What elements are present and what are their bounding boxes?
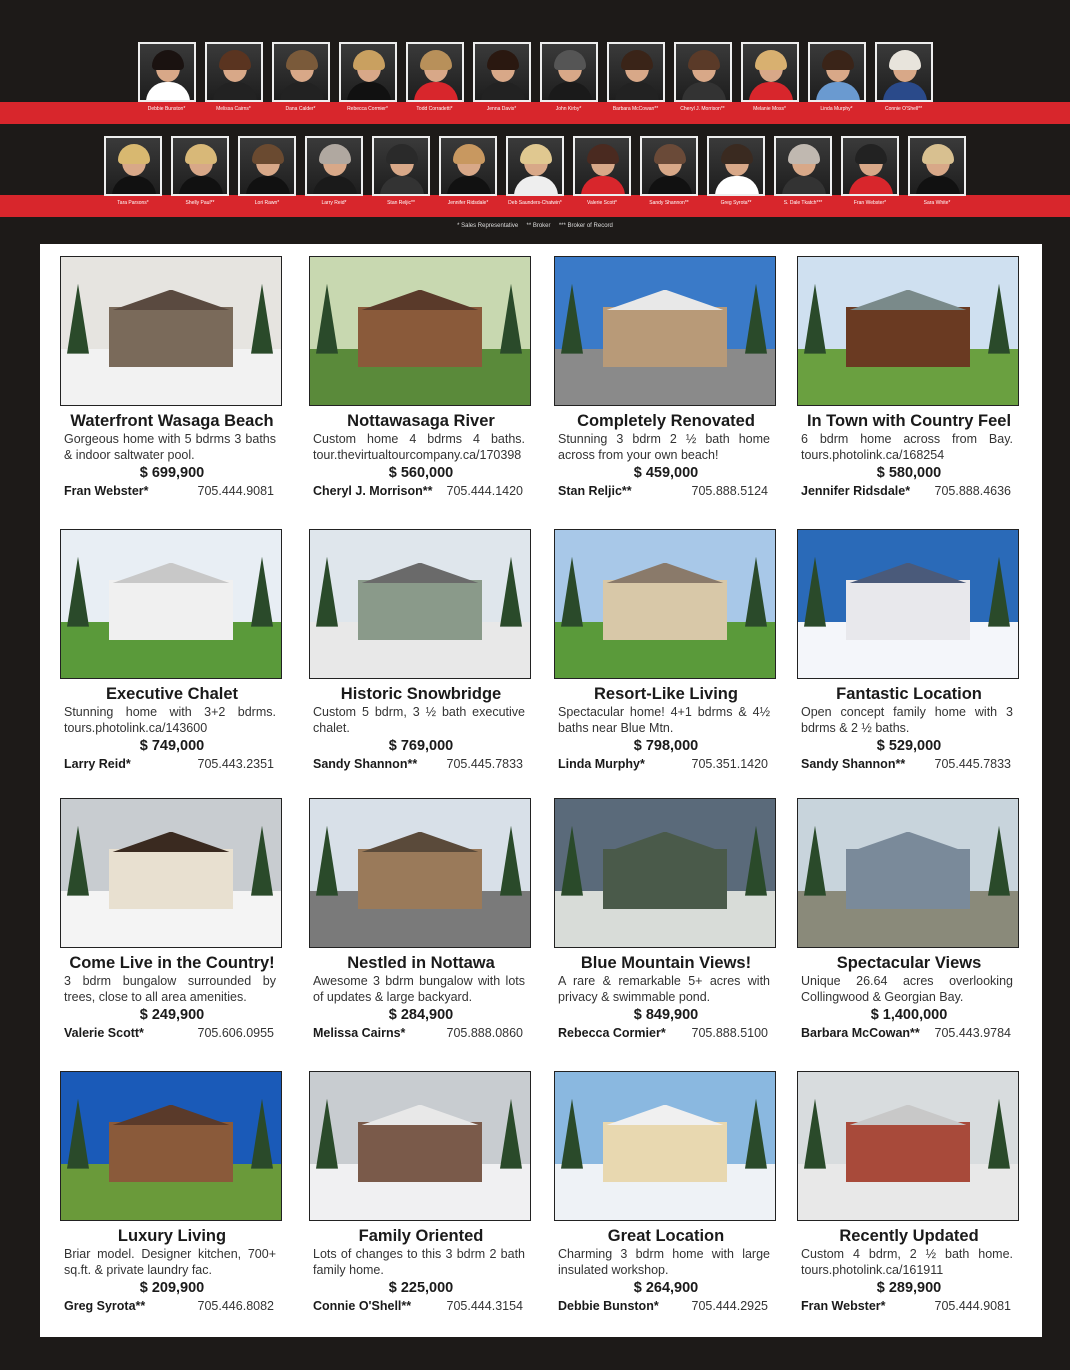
listing-title: Nottawasaga River xyxy=(347,412,495,430)
listing-title: Come Live in the Country! xyxy=(69,954,275,972)
agent-name: John Kirby* xyxy=(555,106,582,112)
listing-description: 3 bdrm bungalow surrounded by trees, close to all area amenities. xyxy=(64,974,276,1004)
listing-phone[interactable]: 705.443.2351 xyxy=(197,757,274,771)
listing-agent: Fran Webster* xyxy=(64,484,149,498)
agent-card[interactable] xyxy=(904,136,971,206)
agent-headshot xyxy=(372,136,430,196)
listing-phone[interactable]: 705.606.0955 xyxy=(197,1026,274,1040)
agent-name: Cheryl J. Morrison** xyxy=(680,106,725,112)
agent-headshot xyxy=(540,42,598,102)
listing-description: A rare & remarkable 5+ acres with privacy & swimmable pond. xyxy=(558,974,770,1004)
listing-description: Lots of changes to this 3 bdrm 2 bath family home. xyxy=(313,1247,525,1277)
listing-card[interactable] xyxy=(554,256,778,506)
listing-phone[interactable]: 705.888.5124 xyxy=(691,484,768,498)
agent-card[interactable] xyxy=(301,136,368,206)
listing-photo[interactable] xyxy=(554,256,776,406)
listing-agent: Greg Syrota** xyxy=(64,1299,146,1313)
listing-agent: Valerie Scott* xyxy=(64,1026,144,1040)
listing-price: $ 580,000 xyxy=(876,465,942,481)
listing-price: $ 459,000 xyxy=(633,465,699,481)
listing-agent: Connie O'Shell** xyxy=(313,1299,412,1313)
listing-description: Awesome 3 bdrm bungalow with lots of updates & large backyard. xyxy=(313,974,525,1004)
listing-price: $ 529,000 xyxy=(876,738,942,754)
agent-headshot xyxy=(774,136,832,196)
agent-headshot xyxy=(305,136,363,196)
agent-card[interactable] xyxy=(602,42,669,112)
agent-card[interactable] xyxy=(267,42,334,112)
agent-headshot xyxy=(707,136,765,196)
listing-photo[interactable] xyxy=(309,256,531,406)
listing-agent: Rebecca Cormier* xyxy=(558,1026,666,1040)
listing-title: Executive Chalet xyxy=(105,685,239,703)
listing-title: Recently Updated xyxy=(839,1227,979,1245)
listing-description: Unique 26.64 acres overlooking Collingwood & Georgian Bay. xyxy=(801,974,1013,1004)
listing-card[interactable] xyxy=(554,529,778,779)
agent-headshot xyxy=(674,42,732,102)
agent-name: Melissa Cairns* xyxy=(216,106,251,112)
agent-card[interactable] xyxy=(502,136,569,206)
listing-title: Blue Mountain Views! xyxy=(580,954,752,972)
agent-headshot xyxy=(339,42,397,102)
agent-name: Greg Syrota** xyxy=(720,200,752,206)
listing-description: 6 bdrm home across from Bay. tours.photolink.ca/168254 xyxy=(801,432,1013,462)
listing-description: Stunning 3 bdrm 2 ½ bath home across from your own beach! xyxy=(558,432,770,462)
listing-phone[interactable]: 705.351.1420 xyxy=(691,757,768,771)
listing-card[interactable] xyxy=(797,256,1021,506)
listing-price: $ 849,900 xyxy=(633,1007,699,1023)
agent-name: Dana Calder* xyxy=(285,106,316,112)
agent-row-1 xyxy=(0,42,1070,112)
listing-card[interactable] xyxy=(554,798,778,1048)
agent-headshot xyxy=(506,136,564,196)
listing-price: $ 209,900 xyxy=(139,1280,205,1296)
listing-card[interactable] xyxy=(797,529,1021,779)
listing-agent: Sandy Shannon** xyxy=(801,757,906,771)
listing-phone[interactable]: 705.445.7833 xyxy=(446,757,523,771)
listing-phone[interactable]: 705.444.1420 xyxy=(446,484,523,498)
listing-agent: Jennifer Ridsdale* xyxy=(801,484,911,498)
listing-title: Spectacular Views xyxy=(836,954,982,972)
agent-card[interactable] xyxy=(569,136,636,206)
listing-price: $ 249,900 xyxy=(139,1007,205,1023)
listing-photo[interactable] xyxy=(309,798,531,948)
agent-card[interactable] xyxy=(200,42,267,112)
agent-headshot xyxy=(473,42,531,102)
listing-price: $ 749,000 xyxy=(139,738,205,754)
listings-panel xyxy=(40,244,1042,1337)
listing-agent: Barbara McCowan** xyxy=(801,1026,920,1040)
listing-title: In Town with Country Feel xyxy=(806,412,1012,430)
listing-description: Open concept family home with 3 bdrms & 2 ½ baths. xyxy=(801,705,1013,735)
agent-headshot xyxy=(741,42,799,102)
listing-phone[interactable]: 705.445.7833 xyxy=(934,757,1011,771)
agent-headshot xyxy=(238,136,296,196)
agent-headshot xyxy=(439,136,497,196)
agent-name: Valerie Scott* xyxy=(587,200,617,206)
agent-headshot xyxy=(808,42,866,102)
listing-price: $ 699,900 xyxy=(139,465,205,481)
listing-photo[interactable] xyxy=(797,256,1019,406)
agent-card[interactable] xyxy=(535,42,602,112)
listing-card[interactable] xyxy=(797,798,1021,1048)
listing-card[interactable] xyxy=(554,1071,778,1321)
agent-name: Deb Saunders-Chatwin* xyxy=(508,200,562,206)
listing-agent: Larry Reid* xyxy=(64,757,131,771)
agent-headshot xyxy=(171,136,229,196)
listing-phone[interactable]: 705.446.8082 xyxy=(197,1299,274,1313)
listing-price: $ 264,900 xyxy=(633,1280,699,1296)
agent-name: Melanie Moss* xyxy=(753,106,786,112)
agent-card[interactable] xyxy=(100,136,167,206)
listing-title: Resort-Like Living xyxy=(594,685,738,703)
listing-description: Gorgeous home with 5 bdrms 3 baths & indoor saltwater pool. xyxy=(64,432,276,462)
listing-card[interactable] xyxy=(60,529,284,779)
agent-name: Shelly Paul** xyxy=(185,200,215,206)
listing-phone[interactable]: 705.443.9784 xyxy=(934,1026,1011,1040)
listing-photo[interactable] xyxy=(309,529,531,679)
agent-card[interactable] xyxy=(401,42,468,112)
listing-photo[interactable] xyxy=(797,1071,1019,1221)
listing-description: Stunning home with 3+2 bdrms. tours.photolink.ca/143600 xyxy=(64,705,276,735)
agent-headshot xyxy=(104,136,162,196)
agent-name: Jennifer Ridsdale* xyxy=(447,200,489,206)
agent-name: Stan Reljic** xyxy=(387,200,415,206)
agent-headshot xyxy=(908,136,966,196)
listing-photo[interactable] xyxy=(309,1071,531,1221)
listing-card[interactable] xyxy=(309,529,533,779)
agent-row-2 xyxy=(0,136,1070,206)
listing-phone[interactable]: 705.888.5100 xyxy=(691,1026,768,1040)
agent-card[interactable] xyxy=(870,42,937,112)
listing-card[interactable] xyxy=(60,1071,284,1321)
agent-headshot xyxy=(607,42,665,102)
agent-name: Sara White* xyxy=(923,200,951,206)
listing-price: $ 284,900 xyxy=(388,1007,454,1023)
listing-photo[interactable] xyxy=(797,529,1019,679)
agent-card[interactable] xyxy=(334,42,401,112)
listing-price: $ 289,900 xyxy=(876,1280,942,1296)
agent-headshot xyxy=(138,42,196,102)
listing-agent: Sandy Shannon** xyxy=(313,757,418,771)
listing-agent: Melissa Cairns* xyxy=(313,1026,406,1040)
listing-agent: Cheryl J. Morrison** xyxy=(313,484,433,498)
listing-agent: Fran Webster* xyxy=(801,1299,886,1313)
listing-phone[interactable]: 705.444.9081 xyxy=(197,484,274,498)
listing-card[interactable] xyxy=(309,256,533,506)
listing-description: Custom home 4 bdrms 4 baths. tour.thevirtualtourcompany.ca/170398 xyxy=(313,432,525,462)
agent-name: Debbie Bunston* xyxy=(147,106,186,112)
listing-title: Completely Renovated xyxy=(577,412,755,430)
agent-name: S. Dale Tkatch*** xyxy=(783,200,823,206)
listing-price: $ 1,400,000 xyxy=(870,1007,948,1023)
agent-name: Linda Murphy* xyxy=(820,106,853,112)
listing-title: Fantastic Location xyxy=(836,685,982,703)
agent-name: Tara Parsons* xyxy=(117,200,149,206)
agent-card[interactable] xyxy=(167,136,234,206)
listing-agent: Debbie Bunston* xyxy=(558,1299,659,1313)
agent-card[interactable] xyxy=(133,42,200,112)
agent-headshot xyxy=(205,42,263,102)
agent-card[interactable] xyxy=(837,136,904,206)
agent-headshot xyxy=(640,136,698,196)
listing-title: Waterfront Wasaga Beach xyxy=(70,412,274,430)
agent-name: Connie O'Shell** xyxy=(884,106,923,112)
listing-price: $ 769,000 xyxy=(388,738,454,754)
listing-agent: Stan Reljic** xyxy=(558,484,632,498)
agent-card[interactable] xyxy=(435,136,502,206)
agent-name: Rebecca Cormier* xyxy=(347,106,388,112)
listing-photo[interactable] xyxy=(554,1071,776,1221)
listing-description: Custom 5 bdrm, 3 ½ bath executive chalet. xyxy=(313,705,525,735)
listing-photo[interactable] xyxy=(60,256,282,406)
listing-title: Nestled in Nottawa xyxy=(347,954,495,972)
designation-legend: * Sales Representative ** Broker *** Broker of Record xyxy=(457,223,613,229)
listing-description: Custom 4 bdrm, 2 ½ bath home. tours.photolink.ca/161911 xyxy=(801,1247,1013,1277)
listing-photo[interactable] xyxy=(60,529,282,679)
agent-card[interactable] xyxy=(770,136,837,206)
listing-phone[interactable]: 705.888.0860 xyxy=(446,1026,523,1040)
agent-card[interactable] xyxy=(803,42,870,112)
listing-photo[interactable] xyxy=(60,798,282,948)
listing-title: Luxury Living xyxy=(117,1227,227,1245)
listing-agent: Linda Murphy* xyxy=(558,757,645,771)
agent-headshot xyxy=(841,136,899,196)
listing-description: Charming 3 bdrm home with large insulated workshop. xyxy=(558,1247,770,1277)
agent-card[interactable] xyxy=(703,136,770,206)
listing-description: Spectacular home! 4+1 bdrms & 4½ baths near Blue Mtn. xyxy=(558,705,770,735)
agent-headshot xyxy=(406,42,464,102)
agent-name: Jenna Davis* xyxy=(486,106,517,112)
agent-card[interactable] xyxy=(234,136,301,206)
listing-price: $ 560,000 xyxy=(388,465,454,481)
agent-card[interactable] xyxy=(468,42,535,112)
listing-photo[interactable] xyxy=(554,529,776,679)
listing-description: Briar model. Designer kitchen, 700+ sq.ft. & private laundry fac. xyxy=(64,1247,276,1277)
listing-photo[interactable] xyxy=(60,1071,282,1221)
agent-headshot xyxy=(573,136,631,196)
agent-card[interactable] xyxy=(368,136,435,206)
listing-card[interactable] xyxy=(60,256,284,506)
agent-name: Larry Reid* xyxy=(321,200,347,206)
agent-name: Lori Rawn* xyxy=(254,200,280,206)
agent-name: Sandy Shannon** xyxy=(649,200,689,206)
agent-banner xyxy=(0,0,1070,240)
listing-phone[interactable]: 705.444.3154 xyxy=(446,1299,523,1313)
listing-price: $ 798,000 xyxy=(633,738,699,754)
listing-photo[interactable] xyxy=(554,798,776,948)
agent-card[interactable] xyxy=(636,136,703,206)
listing-phone[interactable]: 705.444.9081 xyxy=(934,1299,1011,1313)
agent-card[interactable] xyxy=(669,42,736,112)
agent-name: Fran Webster* xyxy=(853,200,887,206)
listing-photo[interactable] xyxy=(797,798,1019,948)
listing-title: Family Oriented xyxy=(358,1227,484,1245)
agent-name: Todd Corradetti* xyxy=(416,106,453,112)
agent-headshot xyxy=(272,42,330,102)
listing-card[interactable] xyxy=(797,1071,1021,1321)
listing-card[interactable] xyxy=(60,798,284,1048)
listing-price: $ 225,000 xyxy=(388,1280,454,1296)
listing-title: Great Location xyxy=(607,1227,725,1245)
listing-phone[interactable]: 705.444.2925 xyxy=(691,1299,768,1313)
listing-title: Historic Snowbridge xyxy=(340,685,502,703)
agent-card[interactable] xyxy=(736,42,803,112)
listing-card[interactable] xyxy=(309,1071,533,1321)
listing-card[interactable] xyxy=(309,798,533,1048)
listing-phone[interactable]: 705.888.4636 xyxy=(934,484,1011,498)
agent-name: Barbara McCowan** xyxy=(612,106,659,112)
agent-headshot xyxy=(875,42,933,102)
